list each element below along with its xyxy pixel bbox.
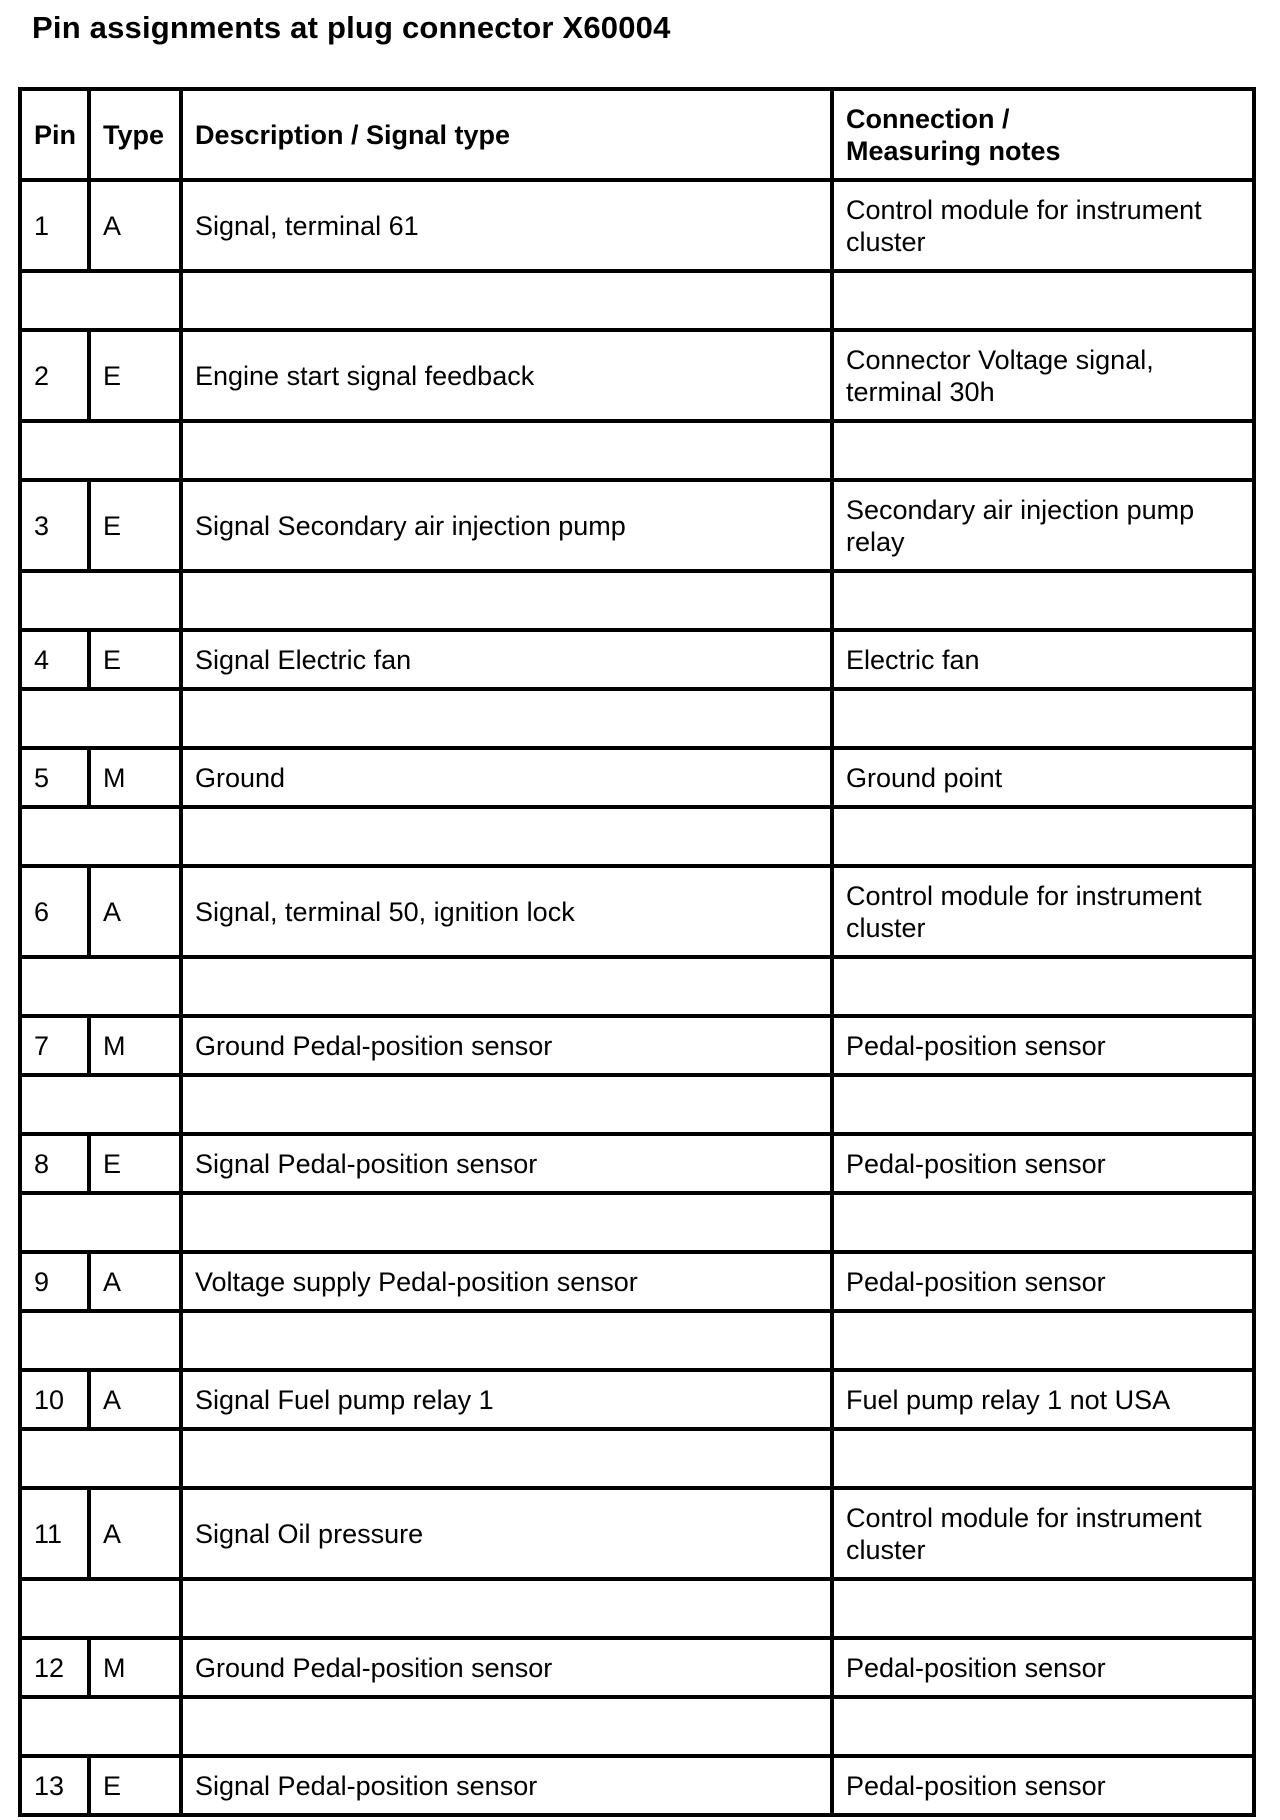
connection-cell <box>832 1638 1254 1697</box>
table-row <box>20 330 1254 421</box>
spacer-cell <box>20 421 181 480</box>
connection-line1: Connector Voltage signal, <box>846 344 1154 375</box>
type-cell: A <box>89 866 181 957</box>
pin-cell: 7 <box>20 1016 89 1075</box>
type-cell: M <box>89 1638 181 1697</box>
connection-line1: Pedal-position sensor <box>846 1266 1106 1297</box>
spacer-cell <box>832 1075 1254 1134</box>
type-cell: A <box>89 1252 181 1311</box>
spacer-cell <box>20 1193 181 1252</box>
spacer-cell <box>20 1697 181 1756</box>
spacer-cell <box>181 807 832 866</box>
table-row <box>20 748 1254 807</box>
type-cell: E <box>89 1134 181 1193</box>
spacer-row <box>20 421 1254 480</box>
connection-line1: Pedal-position sensor <box>846 1770 1106 1801</box>
spacer-row <box>20 1311 1254 1370</box>
connection-line2: cluster <box>846 912 926 943</box>
connection-line2: terminal 30h <box>846 376 995 407</box>
connection-cell <box>832 1134 1254 1193</box>
table-row <box>20 1488 1254 1579</box>
description-cell: Ground Pedal-position sensor <box>181 1638 832 1697</box>
type-cell: M <box>89 748 181 807</box>
pin-assignment-table <box>18 87 1256 1817</box>
connection-line2: cluster <box>846 226 926 257</box>
spacer-row <box>20 1075 1254 1134</box>
spacer-cell <box>832 571 1254 630</box>
connection-line1: Control module for instrument <box>846 1502 1202 1533</box>
connection-line1: Control module for instrument <box>846 880 1202 911</box>
spacer-cell <box>181 421 832 480</box>
spacer-cell <box>181 1697 832 1756</box>
connection-line2: relay <box>846 526 905 557</box>
connection-cell <box>832 1488 1254 1579</box>
table-row <box>20 1638 1254 1697</box>
table-row <box>20 1370 1254 1429</box>
spacer-cell <box>832 1697 1254 1756</box>
header-connection-line1: Connection / <box>846 103 1010 134</box>
table-row <box>20 1756 1254 1815</box>
spacer-cell <box>20 1429 181 1488</box>
connection-cell <box>832 866 1254 957</box>
pin-cell: 3 <box>20 480 89 571</box>
connection-line1: Ground point <box>846 762 1003 793</box>
spacer-cell <box>20 1579 181 1638</box>
table-header-row <box>20 89 1254 180</box>
description-cell: Signal Secondary air injection pump <box>181 480 832 571</box>
type-cell: A <box>89 1488 181 1579</box>
spacer-cell <box>832 689 1254 748</box>
table-row <box>20 180 1254 271</box>
description-cell: Engine start signal feedback <box>181 330 832 421</box>
spacer-cell <box>832 1193 1254 1252</box>
connection-cell <box>832 630 1254 689</box>
spacer-row <box>20 1429 1254 1488</box>
spacer-cell <box>20 957 181 1016</box>
pin-cell: 10 <box>20 1370 89 1429</box>
connection-line2: cluster <box>846 1534 926 1565</box>
spacer-cell <box>20 1311 181 1370</box>
spacer-cell <box>832 1429 1254 1488</box>
spacer-cell <box>20 689 181 748</box>
spacer-cell <box>181 571 832 630</box>
pin-cell: 13 <box>20 1756 89 1815</box>
spacer-row <box>20 957 1254 1016</box>
spacer-row <box>20 1697 1254 1756</box>
spacer-cell <box>181 1075 832 1134</box>
connection-line1: Electric fan <box>846 644 980 675</box>
table-row <box>20 1016 1254 1075</box>
pin-cell: 9 <box>20 1252 89 1311</box>
table-row <box>20 1134 1254 1193</box>
type-cell: E <box>89 1756 181 1815</box>
header-type: Type <box>89 89 181 180</box>
connection-cell <box>832 748 1254 807</box>
type-cell: E <box>89 330 181 421</box>
description-cell: Ground <box>181 748 832 807</box>
spacer-cell <box>181 689 832 748</box>
header-connection-line2: Measuring notes <box>846 135 1061 166</box>
spacer-cell <box>832 957 1254 1016</box>
header-pin: Pin <box>20 89 89 180</box>
type-cell: E <box>89 480 181 571</box>
connection-cell <box>832 1016 1254 1075</box>
page-title: Pin assignments at plug connector X60004 <box>32 10 671 45</box>
spacer-row <box>20 571 1254 630</box>
table-body <box>20 89 1254 1815</box>
connection-line1: Pedal-position sensor <box>846 1652 1106 1683</box>
spacer-row <box>20 689 1254 748</box>
connection-cell <box>832 330 1254 421</box>
pin-cell: 1 <box>20 180 89 271</box>
type-cell: E <box>89 630 181 689</box>
table-row <box>20 480 1254 571</box>
connection-line1: Control module for instrument <box>846 194 1202 225</box>
spacer-cell <box>20 571 181 630</box>
pin-cell: 2 <box>20 330 89 421</box>
connection-line1: Fuel pump relay 1 not USA <box>846 1384 1171 1415</box>
pin-cell: 6 <box>20 866 89 957</box>
pin-cell: 4 <box>20 630 89 689</box>
spacer-cell <box>832 1579 1254 1638</box>
connection-cell <box>832 1756 1254 1815</box>
description-cell: Signal Oil pressure <box>181 1488 832 1579</box>
spacer-cell <box>832 421 1254 480</box>
description-cell: Signal Electric fan <box>181 630 832 689</box>
connection-line1: Pedal-position sensor <box>846 1030 1106 1061</box>
spacer-row <box>20 1193 1254 1252</box>
header-description: Description / Signal type <box>181 89 832 180</box>
description-cell: Signal Pedal-position sensor <box>181 1756 832 1815</box>
table-row <box>20 1252 1254 1311</box>
description-cell: Signal Pedal-position sensor <box>181 1134 832 1193</box>
spacer-cell <box>832 271 1254 330</box>
spacer-row <box>20 1579 1254 1638</box>
header-connection <box>832 89 1254 180</box>
description-cell: Signal Fuel pump relay 1 <box>181 1370 832 1429</box>
spacer-row <box>20 807 1254 866</box>
connection-cell <box>832 480 1254 571</box>
description-cell: Signal, terminal 61 <box>181 180 832 271</box>
type-cell: A <box>89 1370 181 1429</box>
spacer-cell <box>20 807 181 866</box>
spacer-cell <box>181 1429 832 1488</box>
connection-line1: Secondary air injection pump <box>846 494 1195 525</box>
type-cell: M <box>89 1016 181 1075</box>
spacer-cell <box>181 1193 832 1252</box>
connection-cell <box>832 1370 1254 1429</box>
spacer-cell <box>181 271 832 330</box>
spacer-cell <box>181 1311 832 1370</box>
spacer-row <box>20 271 1254 330</box>
spacer-cell <box>20 1075 181 1134</box>
connection-line1: Pedal-position sensor <box>846 1148 1106 1179</box>
description-cell: Voltage supply Pedal-position sensor <box>181 1252 832 1311</box>
spacer-cell <box>832 1311 1254 1370</box>
spacer-cell <box>181 957 832 1016</box>
description-cell: Ground Pedal-position sensor <box>181 1016 832 1075</box>
table-row <box>20 866 1254 957</box>
spacer-cell <box>20 271 181 330</box>
pin-cell: 11 <box>20 1488 89 1579</box>
pin-cell: 8 <box>20 1134 89 1193</box>
pin-cell: 12 <box>20 1638 89 1697</box>
connection-cell <box>832 1252 1254 1311</box>
spacer-cell <box>181 1579 832 1638</box>
description-cell: Signal, terminal 50, ignition lock <box>181 866 832 957</box>
connection-cell <box>832 180 1254 271</box>
spacer-cell <box>832 807 1254 866</box>
type-cell: A <box>89 180 181 271</box>
table-row <box>20 630 1254 689</box>
pin-cell: 5 <box>20 748 89 807</box>
